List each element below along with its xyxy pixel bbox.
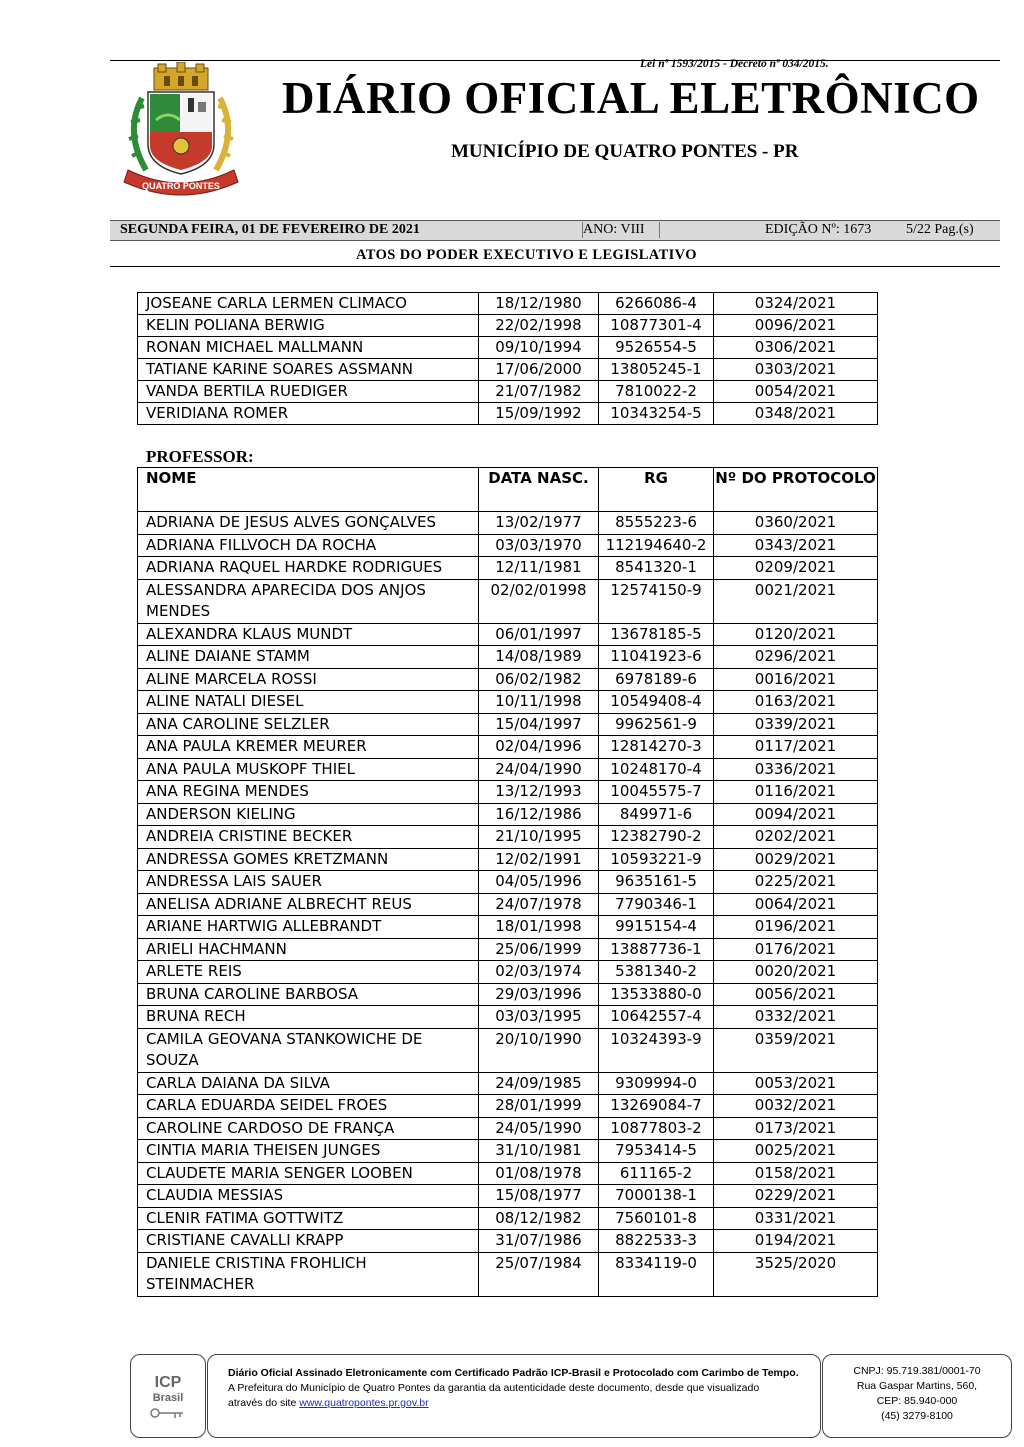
table-row <box>138 315 878 337</box>
cell-nome: CARLA DAIANA DA SILVA <box>138 1072 479 1095</box>
cell-nome: ALEXANDRA KLAUS MUNDT <box>138 623 479 646</box>
cell-nome: CLAUDIA MESSIAS <box>138 1185 479 1208</box>
cell-data-nasc: 06/01/1997 <box>479 623 599 646</box>
table-row <box>138 403 878 425</box>
table-row <box>138 1006 878 1029</box>
cell-protocolo: 0056/2021 <box>714 983 878 1006</box>
municipal-crest-icon <box>116 62 246 198</box>
cell-rg: 9635161-5 <box>599 871 714 894</box>
cell-rg: 7000138-1 <box>599 1185 714 1208</box>
cell-rg: 5381340-2 <box>599 961 714 984</box>
table-row <box>138 1185 878 1208</box>
cell-protocolo: 0194/2021 <box>714 1230 878 1253</box>
cell-data-nasc: 04/05/1996 <box>479 871 599 894</box>
page-title: DIÁRIO OFICIAL ELETRÔNICO <box>282 73 980 123</box>
cell-data-nasc: 15/04/1997 <box>479 713 599 736</box>
svg-text:Brasil: Brasil <box>152 1392 184 1404</box>
section-title: ATOS DO PODER EXECUTIVO E LEGISLATIVO <box>356 247 697 263</box>
table-row <box>138 781 878 804</box>
cell-protocolo: 0348/2021 <box>714 403 878 425</box>
cell-nome: ANDRESSA GOMES KRETZMANN <box>138 848 479 871</box>
cell-protocolo: 3525/2020 <box>714 1252 878 1296</box>
footer-street: Rua Gaspar Martins, 560, <box>856 1380 978 1392</box>
cell-protocolo: 0163/2021 <box>714 691 878 714</box>
cell-data-nasc: 31/10/1981 <box>479 1140 599 1163</box>
cell-protocolo: 0225/2021 <box>714 871 878 894</box>
cell-rg: 13887736-1 <box>599 938 714 961</box>
cell-data-nasc: 10/11/1998 <box>479 691 599 714</box>
table-row <box>138 826 878 849</box>
cell-rg: 10877803-2 <box>599 1117 714 1140</box>
header-protocolo: Nº DO PROTOCOLO <box>714 468 878 512</box>
cell-nome: ALINE DAIANE STAMM <box>138 646 479 669</box>
cell-protocolo: 0196/2021 <box>714 916 878 939</box>
cell-data-nasc: 13/02/1977 <box>479 512 599 535</box>
footer-phone: (45) 3279-8100 <box>881 1410 953 1422</box>
cell-data-nasc: 02/03/1974 <box>479 961 599 984</box>
cell-nome: ANA CAROLINE SELZLER <box>138 713 479 736</box>
cell-rg: 7790346-1 <box>599 893 714 916</box>
table-row <box>138 646 878 669</box>
cell-protocolo: 0117/2021 <box>714 736 878 759</box>
cell-protocolo: 0064/2021 <box>714 893 878 916</box>
table-row <box>138 1072 878 1095</box>
table-row <box>138 848 878 871</box>
cell-nome: ARLETE REIS <box>138 961 479 984</box>
cell-data-nasc: 02/04/1996 <box>479 736 599 759</box>
footer-cep: CEP: 85.940-000 <box>876 1395 958 1407</box>
cell-rg: 8541320-1 <box>599 557 714 580</box>
cell-rg: 11041923-6 <box>599 646 714 669</box>
footer-cert-line: Diário Oficial Assinado Eletronicamente com Certificado Padrão ICP-Brasil e Protocolado com Carimbo de Tempo. <box>228 1367 799 1379</box>
cell-data-nasc: 28/01/1999 <box>479 1095 599 1118</box>
cell-nome: CRISTIANE CAVALLI KRAPP <box>138 1230 479 1253</box>
table-row <box>138 691 878 714</box>
professor-section-label: PROFESSOR: <box>146 447 254 466</box>
cell-data-nasc: 14/08/1989 <box>479 646 599 669</box>
cell-data-nasc: 15/08/1977 <box>479 1185 599 1208</box>
table-row <box>138 1140 878 1163</box>
cell-protocolo: 0324/2021 <box>714 293 878 315</box>
edition-info-bar <box>110 220 1000 241</box>
cell-nome: ANDREIA CRISTINE BECKER <box>138 826 479 849</box>
cell-rg: 10642557-4 <box>599 1006 714 1029</box>
cell-data-nasc: 29/03/1996 <box>479 983 599 1006</box>
cell-nome: ANDRESSA LAIS SAUER <box>138 871 479 894</box>
cell-protocolo: 0116/2021 <box>714 781 878 804</box>
cell-nome: ANELISA ADRIANE ALBRECHT REUS <box>138 893 479 916</box>
table-row <box>138 1252 878 1296</box>
cell-data-nasc: 31/07/1986 <box>479 1230 599 1253</box>
cell-protocolo: 0173/2021 <box>714 1117 878 1140</box>
cell-protocolo: 0176/2021 <box>714 938 878 961</box>
cell-rg: 10549408-4 <box>599 691 714 714</box>
cell-rg: 9915154-4 <box>599 916 714 939</box>
cell-data-nasc: 20/10/1990 <box>479 1028 599 1072</box>
cell-rg: 10593221-9 <box>599 848 714 871</box>
cell-data-nasc: 16/12/1986 <box>479 803 599 826</box>
cell-nome: ANA REGINA MENDES <box>138 781 479 804</box>
cell-data-nasc: 08/12/1982 <box>479 1207 599 1230</box>
cell-rg: 7560101-8 <box>599 1207 714 1230</box>
footer-guarantee-line: A Prefeitura do Município de Quatro Pontes da garantia da autenticidade deste documento, desde que visualizado <box>228 1382 760 1394</box>
cell-nome: ANDERSON KIELING <box>138 803 479 826</box>
cell-rg: 13805245-1 <box>599 359 714 381</box>
cell-nome: BRUNA RECH <box>138 1006 479 1029</box>
continuation-table <box>137 292 878 425</box>
cell-data-nasc: 12/11/1981 <box>479 557 599 580</box>
cell-protocolo: 0336/2021 <box>714 758 878 781</box>
cell-nome: CLAUDETE MARIA SENGER LOOBEN <box>138 1162 479 1185</box>
cell-data-nasc: 09/10/1994 <box>479 337 599 359</box>
cell-nome: VERIDIANA ROMER <box>138 403 479 425</box>
cell-data-nasc: 01/08/1978 <box>479 1162 599 1185</box>
table-row <box>138 758 878 781</box>
cell-rg: 849971-6 <box>599 803 714 826</box>
cell-nome: ARIANE HARTWIG ALLEBRANDT <box>138 916 479 939</box>
header-data-nasc: DATA NASC. <box>479 468 599 512</box>
cell-rg: 6266086-4 <box>599 293 714 315</box>
icp-brasil-logo-icon <box>145 1365 191 1425</box>
cell-data-nasc: 21/07/1982 <box>479 381 599 403</box>
cell-rg: 10045575-7 <box>599 781 714 804</box>
cell-nome: ALESSANDRA APARECIDA DOS ANJOS MENDES <box>138 579 479 623</box>
cell-protocolo: 0229/2021 <box>714 1185 878 1208</box>
cell-data-nasc: 24/04/1990 <box>479 758 599 781</box>
cell-protocolo: 0032/2021 <box>714 1095 878 1118</box>
cell-nome: CLENIR FATIMA GOTTWITZ <box>138 1207 479 1230</box>
cell-data-nasc: 17/06/2000 <box>479 359 599 381</box>
cell-protocolo: 0053/2021 <box>714 1072 878 1095</box>
cell-rg: 10248170-4 <box>599 758 714 781</box>
cell-nome: CAROLINE CARDOSO DE FRANÇA <box>138 1117 479 1140</box>
cell-nome: ADRIANA DE JESUS ALVES GONÇALVES <box>138 512 479 535</box>
cell-rg: 7810022-2 <box>599 381 714 403</box>
footer-site-link[interactable]: www.quatropontes.pr.gov.br <box>299 1397 429 1409</box>
table-row <box>138 983 878 1006</box>
cell-rg: 8334119-0 <box>599 1252 714 1296</box>
cell-protocolo: 0209/2021 <box>714 557 878 580</box>
cell-nome: RONAN MICHAEL MALLMANN <box>138 337 479 359</box>
cell-protocolo: 0359/2021 <box>714 1028 878 1072</box>
cell-rg: 12382790-2 <box>599 826 714 849</box>
table-row <box>138 534 878 557</box>
footer-site-line <box>228 1397 429 1409</box>
page-count: 5/22 Pag.(s) <box>906 222 974 237</box>
cell-protocolo: 0025/2021 <box>714 1140 878 1163</box>
edition-year: ANO: VIII <box>582 222 660 238</box>
cell-rg: 13678185-5 <box>599 623 714 646</box>
cell-data-nasc: 18/01/1998 <box>479 916 599 939</box>
edition-date: SEGUNDA FEIRA, 01 DE FEVEREIRO DE 2021 <box>120 222 420 237</box>
cell-rg: 7953414-5 <box>599 1140 714 1163</box>
cell-nome: ADRIANA FILLVOCH DA ROCHA <box>138 534 479 557</box>
table-row <box>138 713 878 736</box>
cell-protocolo: 0296/2021 <box>714 646 878 669</box>
cell-protocolo: 0120/2021 <box>714 623 878 646</box>
cell-protocolo: 0343/2021 <box>714 534 878 557</box>
table-row <box>138 1095 878 1118</box>
crest-ribbon-text: QUATRO PONTES <box>142 181 220 191</box>
cell-data-nasc: 25/07/1984 <box>479 1252 599 1296</box>
cell-nome: ALINE NATALI DIESEL <box>138 691 479 714</box>
table-row <box>138 293 878 315</box>
table-row <box>138 1117 878 1140</box>
cell-rg: 10343254-5 <box>599 403 714 425</box>
cell-protocolo: 0360/2021 <box>714 512 878 535</box>
cell-data-nasc: 24/09/1985 <box>479 1072 599 1095</box>
table-row <box>138 668 878 691</box>
law-reference: Lei nº 1593/2015 - Decreto nº 034/2015. <box>640 58 829 70</box>
table-row <box>138 381 878 403</box>
cell-protocolo: 0339/2021 <box>714 713 878 736</box>
cell-data-nasc: 06/02/1982 <box>479 668 599 691</box>
cell-rg: 8555223-6 <box>599 512 714 535</box>
cell-nome: ARIELI HACHMANN <box>138 938 479 961</box>
cell-data-nasc: 03/03/1970 <box>479 534 599 557</box>
cell-protocolo: 0096/2021 <box>714 315 878 337</box>
table-row <box>138 893 878 916</box>
cell-data-nasc: 24/05/1990 <box>479 1117 599 1140</box>
table-row <box>138 803 878 826</box>
cell-nome: TATIANE KARINE SOARES ASSMANN <box>138 359 479 381</box>
cell-protocolo: 0020/2021 <box>714 961 878 984</box>
cell-nome: JOSEANE CARLA LERMEN CLIMACO <box>138 293 479 315</box>
table-row <box>138 359 878 381</box>
cell-rg: 9526554-5 <box>599 337 714 359</box>
edition-number: EDIÇÃO Nº: 1673 <box>765 222 872 237</box>
cell-nome: KELIN POLIANA BERWIG <box>138 315 479 337</box>
footer-site-prefix: através do site <box>228 1397 300 1409</box>
cell-data-nasc: 13/12/1993 <box>479 781 599 804</box>
municipality-subtitle: MUNICÍPIO DE QUATRO PONTES - PR <box>451 141 799 162</box>
cell-rg: 9309994-0 <box>599 1072 714 1095</box>
cell-data-nasc: 02/02/01998 <box>479 579 599 623</box>
table-row <box>138 736 878 759</box>
cell-rg: 12814270-3 <box>599 736 714 759</box>
table-row <box>138 1207 878 1230</box>
section-rule <box>110 266 1000 267</box>
footer-certification-box <box>207 1354 821 1438</box>
cell-protocolo: 0303/2021 <box>714 359 878 381</box>
cell-data-nasc: 21/10/1995 <box>479 826 599 849</box>
cell-rg: 13269084-7 <box>599 1095 714 1118</box>
cell-protocolo: 0158/2021 <box>714 1162 878 1185</box>
footer-address-box <box>822 1354 1012 1438</box>
cell-nome: VANDA BERTILA RUEDIGER <box>138 381 479 403</box>
cell-data-nasc: 22/02/1998 <box>479 315 599 337</box>
cell-protocolo: 0029/2021 <box>714 848 878 871</box>
cell-nome: CAMILA GEOVANA STANKOWICHE DE SOUZA <box>138 1028 479 1072</box>
cell-protocolo: 0332/2021 <box>714 1006 878 1029</box>
table-row <box>138 938 878 961</box>
cell-rg: 611165-2 <box>599 1162 714 1185</box>
cell-nome: DANIELE CRISTINA FROHLICH STEINMACHER <box>138 1252 479 1296</box>
cell-nome: ALINE MARCELA ROSSI <box>138 668 479 691</box>
cell-protocolo: 0331/2021 <box>714 1207 878 1230</box>
table-row <box>138 1230 878 1253</box>
footer-cnpj: CNPJ: 95.719.381/0001-70 <box>853 1365 981 1377</box>
header-rg: RG <box>599 468 714 512</box>
cell-data-nasc: 18/12/1980 <box>479 293 599 315</box>
cell-data-nasc: 03/03/1995 <box>479 1006 599 1029</box>
cell-rg: 13533880-0 <box>599 983 714 1006</box>
cell-rg: 8822533-3 <box>599 1230 714 1253</box>
cell-nome: CARLA EDUARDA SEIDEL FROES <box>138 1095 479 1118</box>
table-row <box>138 557 878 580</box>
cell-rg: 12574150-9 <box>599 579 714 623</box>
table-row <box>138 961 878 984</box>
cell-nome: ANA PAULA MUSKOPF THIEL <box>138 758 479 781</box>
cell-protocolo: 0202/2021 <box>714 826 878 849</box>
cell-rg: 10324393-9 <box>599 1028 714 1072</box>
professor-table <box>137 467 878 1297</box>
cell-data-nasc: 25/06/1999 <box>479 938 599 961</box>
cell-nome: BRUNA CAROLINE BARBOSA <box>138 983 479 1006</box>
cell-nome: ADRIANA RAQUEL HARDKE RODRIGUES <box>138 557 479 580</box>
header-top-rule <box>110 60 1000 61</box>
cell-protocolo: 0054/2021 <box>714 381 878 403</box>
table-row <box>138 1162 878 1185</box>
cell-protocolo: 0021/2021 <box>714 579 878 623</box>
table-row <box>138 916 878 939</box>
table-row <box>138 623 878 646</box>
cell-protocolo: 0016/2021 <box>714 668 878 691</box>
table-row <box>138 337 878 359</box>
icp-brasil-box <box>130 1354 206 1438</box>
cell-nome: ANA PAULA KREMER MEURER <box>138 736 479 759</box>
svg-text:ICP: ICP <box>154 1374 182 1391</box>
header-nome: NOME <box>138 468 479 512</box>
table-header-row <box>138 468 878 512</box>
table-row <box>138 579 878 623</box>
cell-data-nasc: 24/07/1978 <box>479 893 599 916</box>
cell-rg: 9962561-9 <box>599 713 714 736</box>
table-row <box>138 871 878 894</box>
cell-rg: 10877301-4 <box>599 315 714 337</box>
cell-rg: 112194640-2 <box>599 534 714 557</box>
cell-data-nasc: 15/09/1992 <box>479 403 599 425</box>
cell-protocolo: 0306/2021 <box>714 337 878 359</box>
cell-rg: 6978189-6 <box>599 668 714 691</box>
cell-data-nasc: 12/02/1991 <box>479 848 599 871</box>
table-row <box>138 1028 878 1072</box>
table-row <box>138 512 878 535</box>
cell-nome: CINTIA MARIA THEISEN JUNGES <box>138 1140 479 1163</box>
cell-protocolo: 0094/2021 <box>714 803 878 826</box>
